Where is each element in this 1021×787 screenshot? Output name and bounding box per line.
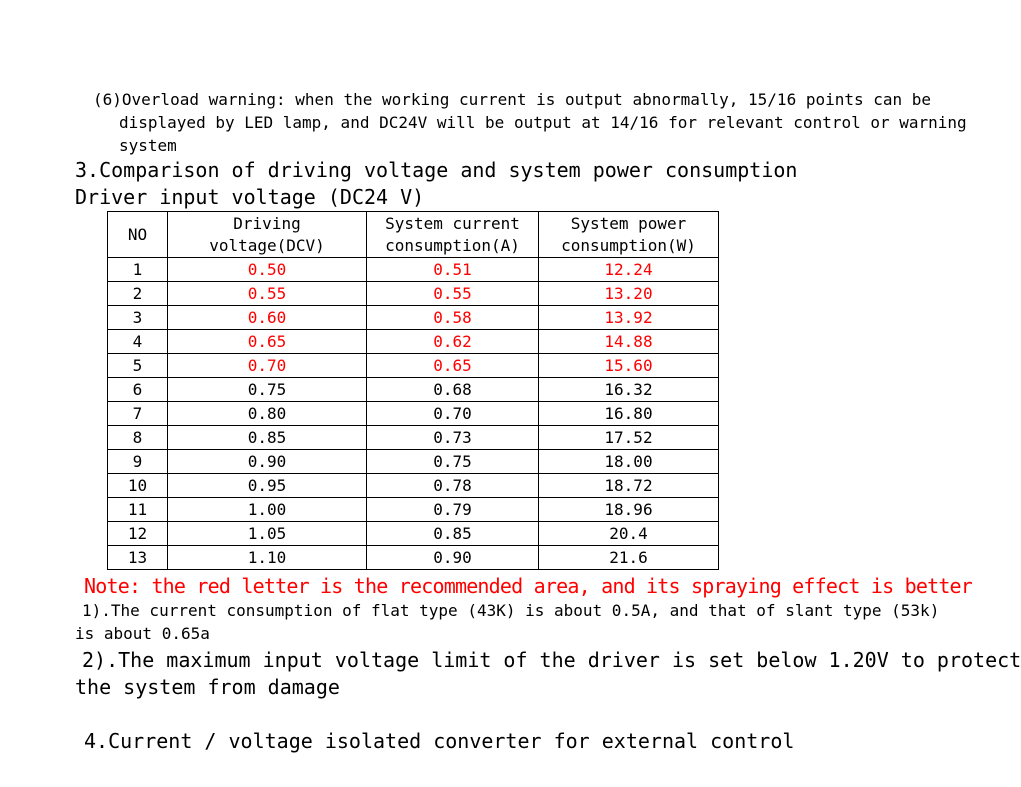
cell-driving-voltage: 0.80 — [168, 402, 367, 426]
cell-no: 6 — [108, 378, 168, 402]
cell-no: 11 — [108, 498, 168, 522]
table-row — [108, 402, 719, 426]
cell-system-current: 0.62 — [367, 330, 539, 354]
table-row — [108, 282, 719, 306]
cell-system-current: 0.58 — [367, 306, 539, 330]
section-3-title: 3.Comparison of driving voltage and system power consumption — [75, 158, 798, 182]
table-row — [108, 474, 719, 498]
cell-driving-voltage: 0.60 — [168, 306, 367, 330]
cell-no: 2 — [108, 282, 168, 306]
table-row — [108, 426, 719, 450]
cell-system-current: 0.75 — [367, 450, 539, 474]
cell-system-power: 12.24 — [539, 258, 719, 282]
cell-driving-voltage: 0.75 — [168, 378, 367, 402]
cell-no: 1 — [108, 258, 168, 282]
cell-driving-voltage: 0.85 — [168, 426, 367, 450]
cell-driving-voltage: 1.00 — [168, 498, 367, 522]
cell-system-current: 0.78 — [367, 474, 539, 498]
cell-system-current: 0.55 — [367, 282, 539, 306]
overload-warning-line-1: (6)Overload warning: when the working current is output abnormally, 15/16 points can be — [93, 90, 932, 109]
cell-system-power: 21.6 — [539, 546, 719, 570]
cell-no: 7 — [108, 402, 168, 426]
cell-system-power: 18.00 — [539, 450, 719, 474]
cell-system-power: 18.96 — [539, 498, 719, 522]
cell-no: 5 — [108, 354, 168, 378]
cell-no: 12 — [108, 522, 168, 546]
cell-system-power: 17.52 — [539, 426, 719, 450]
cell-driving-voltage: 0.65 — [168, 330, 367, 354]
cell-driving-voltage: 0.70 — [168, 354, 367, 378]
table-row — [108, 498, 719, 522]
cell-no: 13 — [108, 546, 168, 570]
section-4-title: 4.Current / voltage isolated converter for external control — [84, 729, 795, 753]
cell-system-current: 0.85 — [367, 522, 539, 546]
cell-system-current: 0.68 — [367, 378, 539, 402]
cell-system-power: 16.32 — [539, 378, 719, 402]
overload-warning-line-2: displayed by LED lamp, and DC24V will be output at 14/16 for relevant control or warning — [119, 113, 967, 132]
header-system-power: System power consumption(W) — [539, 212, 719, 258]
item-2-line-2: the system from damage — [75, 675, 340, 699]
item-1-line-1: 1).The current consumption of flat type (43K) is about 0.5A, and that of slant type (53k) — [82, 601, 940, 620]
cell-system-power: 20.4 — [539, 522, 719, 546]
header-driving-voltage: Driving voltage(DCV) — [168, 212, 367, 258]
cell-system-current: 0.90 — [367, 546, 539, 570]
cell-system-power: 15.60 — [539, 354, 719, 378]
table-row — [108, 546, 719, 570]
table-row — [108, 354, 719, 378]
cell-no: 8 — [108, 426, 168, 450]
cell-driving-voltage: 0.50 — [168, 258, 367, 282]
recommended-area-note: Note: the red letter is the recommended area, and its spraying effect is better — [84, 574, 973, 598]
item-2-line-1: 2).The maximum input voltage limit of the driver is set below 1.20V to protect — [82, 648, 1021, 672]
table-row — [108, 522, 719, 546]
cell-system-current: 0.73 — [367, 426, 539, 450]
cell-driving-voltage: 0.55 — [168, 282, 367, 306]
table-row — [108, 378, 719, 402]
voltage-power-table — [107, 211, 719, 570]
table-row — [108, 306, 719, 330]
cell-no: 9 — [108, 450, 168, 474]
cell-driving-voltage: 0.90 — [168, 450, 367, 474]
header-system-current: System current consumption(A) — [367, 212, 539, 258]
cell-driving-voltage: 0.95 — [168, 474, 367, 498]
overload-warning-line-3: system — [119, 136, 177, 155]
cell-system-power: 18.72 — [539, 474, 719, 498]
cell-system-power: 16.80 — [539, 402, 719, 426]
cell-driving-voltage: 1.10 — [168, 546, 367, 570]
header-no: NO — [108, 212, 168, 258]
cell-driving-voltage: 1.05 — [168, 522, 367, 546]
cell-system-power: 14.88 — [539, 330, 719, 354]
cell-system-current: 0.51 — [367, 258, 539, 282]
item-1-line-2: is about 0.65a — [75, 624, 210, 643]
cell-system-power: 13.20 — [539, 282, 719, 306]
cell-system-power: 13.92 — [539, 306, 719, 330]
cell-system-current: 0.70 — [367, 402, 539, 426]
table-row — [108, 258, 719, 282]
table-row — [108, 330, 719, 354]
cell-no: 3 — [108, 306, 168, 330]
table-header-row — [108, 212, 719, 258]
cell-no: 4 — [108, 330, 168, 354]
cell-system-current: 0.79 — [367, 498, 539, 522]
table-row — [108, 450, 719, 474]
cell-no: 10 — [108, 474, 168, 498]
driver-input-voltage: Driver input voltage (DC24 V) — [75, 185, 425, 209]
cell-system-current: 0.65 — [367, 354, 539, 378]
